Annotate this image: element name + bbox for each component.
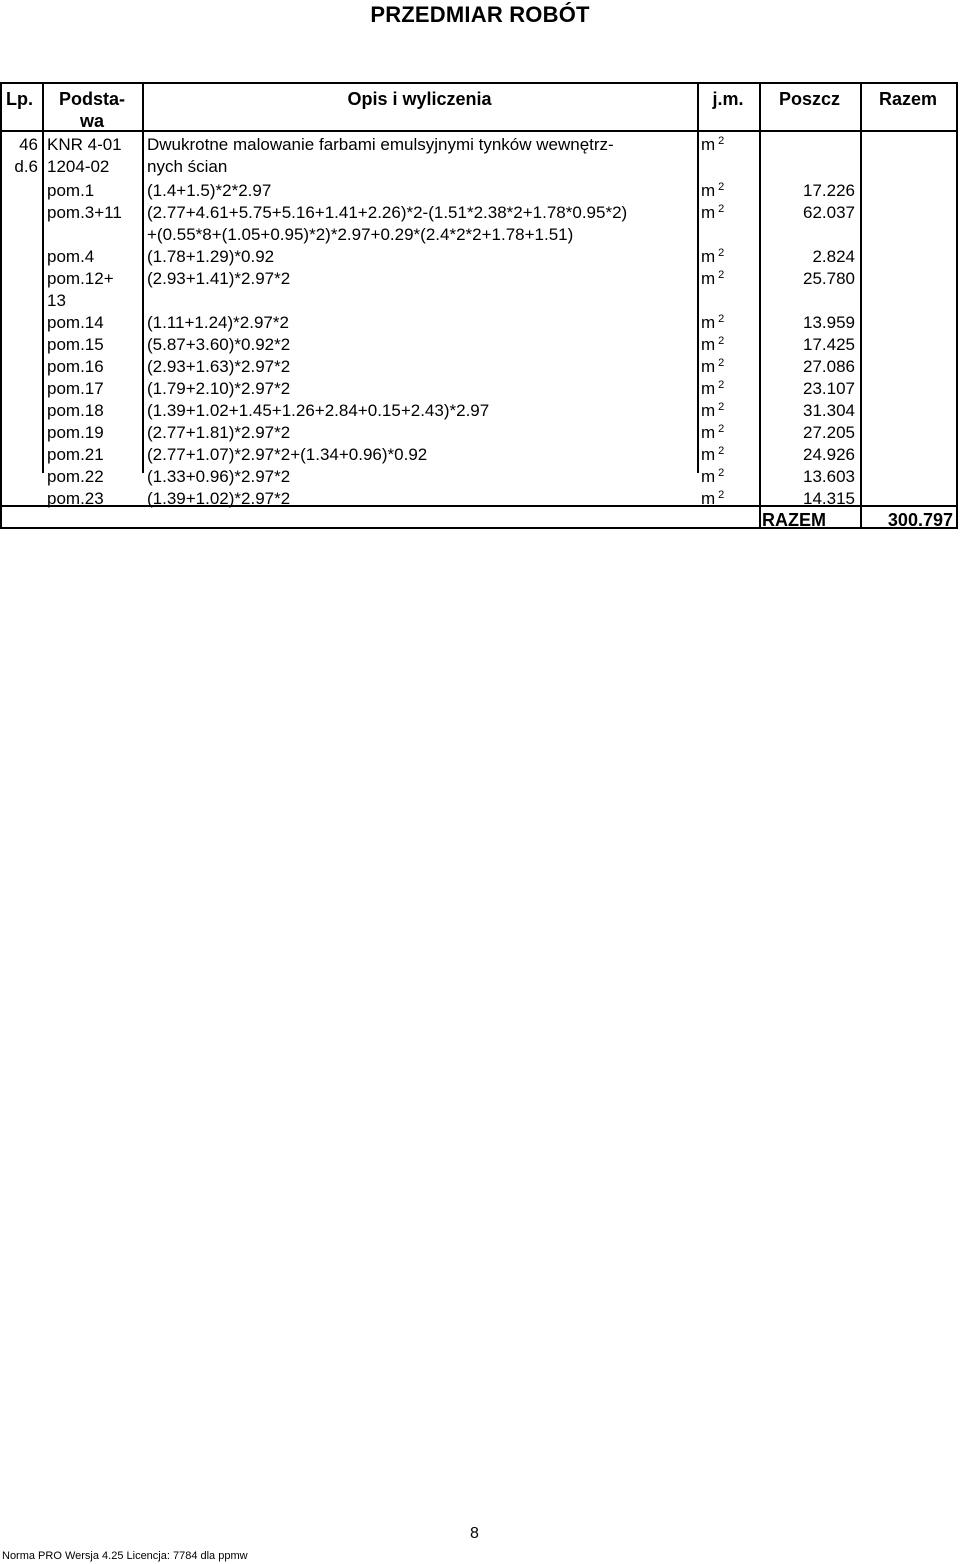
row-unit (701, 312, 724, 336)
row-location: pom.17 (47, 379, 104, 398)
row-expression: (1.4+1.5)*2*2.97 (147, 181, 272, 200)
row-unit-sup: 2 (718, 423, 725, 435)
row-location: pom.22 (47, 467, 104, 486)
row-expression: (1.78+1.29)*0.92 (147, 247, 275, 266)
row-location: pom.19 (47, 423, 104, 442)
row-expression: +(0.55*8+(1.05+0.95)*2)*2.97+0.29*(2.4*2*2+1.78+1.51) (147, 225, 574, 244)
header-razem: Razem (878, 89, 938, 109)
row-unit-text: m (701, 269, 716, 288)
row-unit-sup: 2 (718, 445, 725, 457)
row-unit-sup: 2 (718, 357, 725, 369)
row-unit-text: m (701, 313, 716, 332)
row-location: pom.4 (47, 247, 95, 266)
row-unit (701, 180, 724, 204)
item-podstawa-line1: KNR 4-01 (47, 135, 122, 154)
item-podstawa-line2: 1204-02 (47, 157, 110, 176)
row-value: 31.304 (803, 401, 855, 420)
row-unit (701, 290, 704, 314)
row-unit (701, 356, 724, 380)
item-lp-ref: d.6 (14, 157, 38, 176)
row-unit (701, 334, 724, 358)
row-unit-sup: 2 (718, 247, 725, 259)
row-location: pom.12+ (47, 269, 114, 288)
page-number: 8 (470, 1525, 479, 1542)
row-unit-text: m (701, 335, 716, 354)
col-divider (42, 84, 44, 473)
row-unit-sup: 2 (718, 203, 725, 215)
header-podstawa-line1: Podsta- (58, 89, 125, 109)
row-expression: (2.77+1.81)*2.97*2 (147, 423, 291, 442)
item-unit-text: m (701, 135, 716, 154)
header-lp: Lp. (6, 89, 33, 109)
item-description (147, 134, 614, 178)
item-podstawa (47, 134, 122, 178)
item-unit (701, 134, 724, 158)
row-location: pom.14 (47, 313, 104, 332)
row-value: 17.226 (803, 181, 855, 200)
row-value: 27.205 (803, 423, 855, 442)
row-unit (701, 202, 724, 226)
item-lp-number: 46 (19, 135, 38, 154)
row-expression: (2.93+1.63)*2.97*2 (147, 357, 291, 376)
row-unit (701, 444, 724, 468)
header-podstawa-line2: wa (79, 111, 104, 131)
item-description-line2: nych ścian (147, 157, 228, 176)
item-lp (2, 134, 38, 178)
header-podstawa (42, 88, 142, 132)
row-value: 25.780 (803, 269, 855, 288)
col-divider (697, 84, 699, 473)
row-location: pom.23 (47, 489, 104, 508)
row-unit (701, 400, 724, 424)
footer-license: Norma PRO Wersja 4.25 Licencja: 7784 dla ppmw (2, 1550, 248, 1562)
row-value: 27.086 (803, 357, 855, 376)
item-description-line1: Dwukrotne malowanie farbami emulsyjnymi tynków wewnętrz- (147, 135, 614, 154)
row-unit-text: m (701, 203, 716, 222)
row-unit-sup: 2 (718, 181, 725, 193)
row-unit (701, 268, 724, 292)
col-divider (860, 84, 862, 527)
row-unit-text: m (701, 357, 716, 376)
row-value: 23.107 (803, 379, 855, 398)
row-unit-sup: 2 (718, 489, 725, 501)
row-location: pom.3+11 (47, 203, 122, 222)
row-unit-text: m (701, 401, 716, 420)
row-unit (701, 246, 724, 270)
row-value: 17.425 (803, 335, 855, 354)
row-unit-text: m (701, 445, 716, 464)
row-expression: (1.39+1.02+1.45+1.26+2.84+0.15+2.43)*2.97 (147, 401, 490, 420)
row-value: 13.959 (803, 313, 855, 332)
header-opis: Opis i wyliczenia (347, 89, 492, 109)
row-unit-sup: 2 (718, 401, 725, 413)
row-unit-text: m (701, 489, 716, 508)
row-expression: (2.93+1.41)*2.97*2 (147, 269, 291, 288)
col-divider (142, 84, 144, 473)
row-unit (701, 488, 724, 512)
row-unit (701, 378, 724, 402)
row-unit-sup: 2 (718, 467, 725, 479)
item-unit-sup: 2 (718, 135, 725, 147)
header-rule (2, 130, 956, 132)
row-location: pom.1 (47, 181, 95, 200)
row-value: 13.603 (803, 467, 855, 486)
row-location: pom.15 (47, 335, 104, 354)
row-unit-sup: 2 (718, 269, 725, 281)
row-expression: (5.87+3.60)*0.92*2 (147, 335, 291, 354)
row-expression: (1.79+2.10)*2.97*2 (147, 379, 291, 398)
row-unit-sup: 2 (718, 379, 725, 391)
row-location: pom.16 (47, 357, 104, 376)
row-unit-text: m (701, 379, 716, 398)
row-expression: (1.33+0.96)*2.97*2 (147, 467, 291, 486)
row-unit-sup: 2 (718, 313, 725, 325)
row-value: 14.315 (803, 489, 855, 508)
header-jm: j.m. (712, 89, 744, 109)
row-unit-text: m (701, 467, 716, 486)
row-expression: (1.11+1.24)*2.97*2 (147, 313, 289, 332)
row-location: pom.21 (47, 445, 104, 464)
row-expression: (2.77+1.07)*2.97*2+(1.34+0.96)*0.92 (147, 445, 428, 464)
row-unit-text: m (701, 181, 716, 200)
row-unit (701, 224, 704, 248)
row-unit-text: m (701, 423, 716, 442)
row-location: 13 (47, 291, 66, 310)
row-expression: (1.39+1.02)*2.97*2 (147, 489, 291, 508)
row-unit-text: m (701, 247, 716, 266)
total-label: RAZEM (762, 510, 826, 530)
page-title: PRZEDMIAR ROBÓT (370, 2, 590, 27)
row-value: 24.926 (803, 445, 855, 464)
row-value: 62.037 (803, 203, 855, 222)
row-unit (701, 466, 724, 490)
row-expression: (2.77+4.61+5.75+5.16+1.41+2.26)*2-(1.51*2.38*2+1.78*0.95*2) (147, 203, 628, 222)
row-unit (701, 422, 724, 446)
header-poszcz: Poszcz (778, 89, 841, 109)
row-value: 2.824 (812, 247, 855, 266)
row-location: pom.18 (47, 401, 104, 420)
row-unit-sup: 2 (718, 335, 725, 347)
total-value: 300.797 (887, 510, 953, 530)
